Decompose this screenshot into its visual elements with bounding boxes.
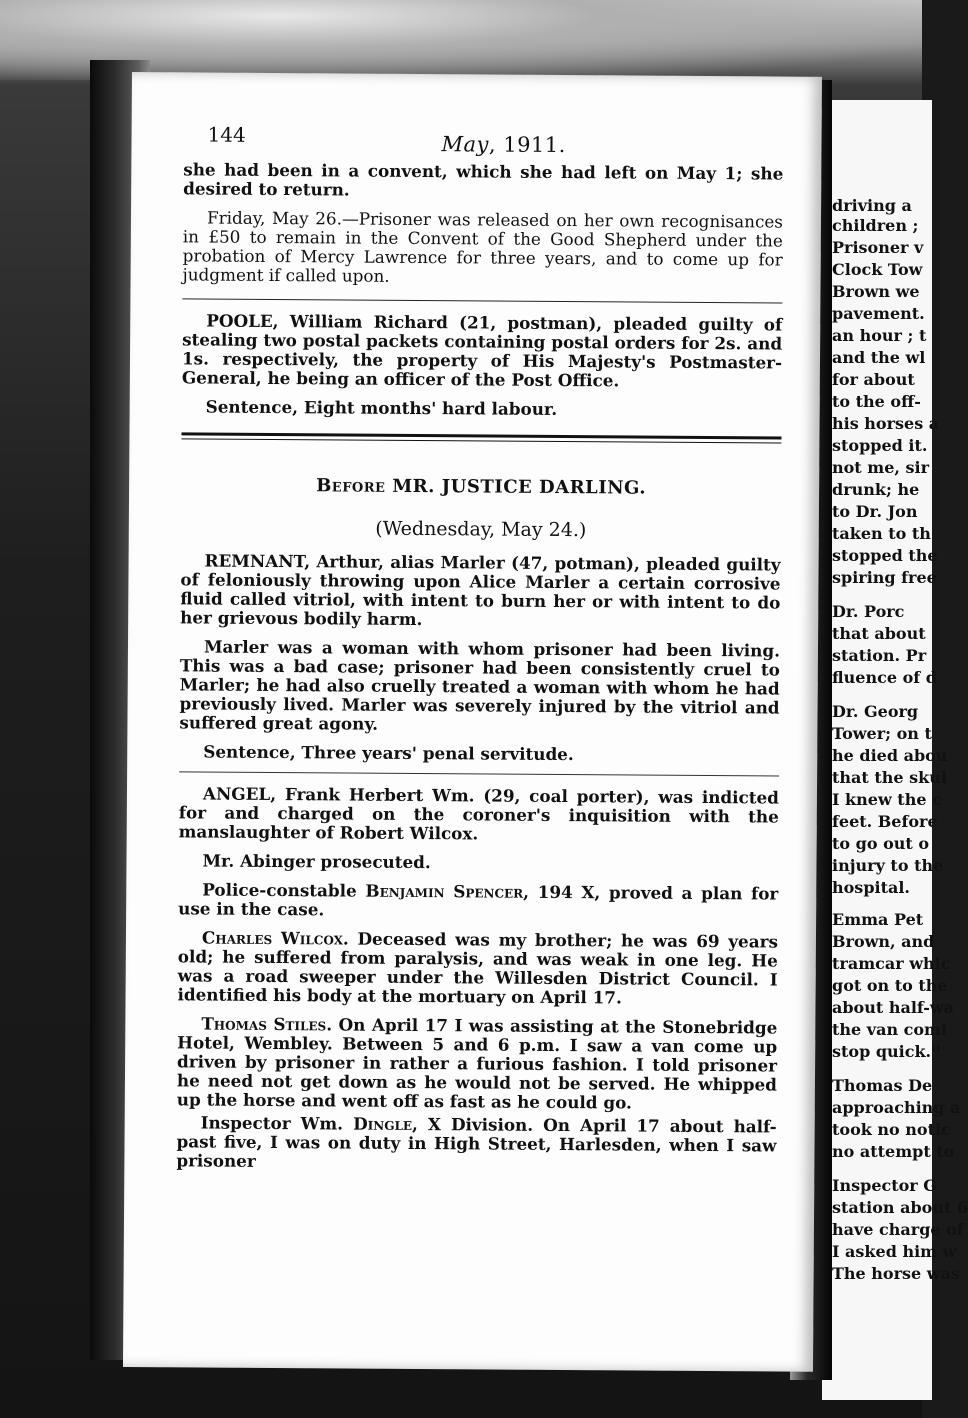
page-body [176, 160, 783, 1174]
heading-judge: MR. JUSTICE DARLING. [392, 475, 647, 499]
right-page-line: Tower; on t [832, 724, 932, 743]
page-number: 144 [207, 122, 246, 147]
double-rule [181, 432, 781, 443]
right-page-line: spiring free [832, 568, 937, 587]
right-page-line: Brown, and [832, 932, 935, 951]
right-page-line: and the wl [832, 348, 926, 367]
right-page-line: about half-wa [832, 998, 954, 1017]
right-page-line: drunk; he [832, 480, 920, 499]
right-page-line: Inspector G [832, 1176, 937, 1195]
right-page-line: Thomas De [832, 1076, 933, 1095]
paragraph-charles-wilcox: Charles Wilcox. Deceased was my brother; he was 69 years old; he suffered from paralysis, and was weak in one leg. He was a road sweeper under the Willesden District Council. I identified his body at the mortuary on April 17. [177, 927, 779, 1008]
right-page-line: pavement. [832, 304, 925, 323]
right-page-line: Emma Pet [832, 910, 924, 929]
paragraph-remnant-sentence: Sentence, Three years' penal servitude. [203, 741, 574, 765]
header-month: May [441, 132, 489, 157]
right-page-line: Clock Tow [832, 260, 923, 279]
paragraph-continuation: she had been in a convent, which she had left on May 1; she desired to return. [183, 159, 784, 200]
paragraph-thomas-stiles: Thomas Stiles. On April 17 I was assisting at the Stonebridge Hotel, Wembley. Between 5 and 6 p.m. I saw a van come up driven by prisoner in rather a furious fashion. I told prisoner he need not get down as he would not be served. He whipped up the horse and went off as fast as he could go. [176, 1013, 778, 1113]
right-page-line: The horse was [832, 1264, 960, 1283]
right-page-line: stopped the [832, 546, 938, 565]
right-page-line: Brown we [832, 282, 920, 301]
right-page-line: tramcar whic [832, 954, 951, 973]
right-page-line: his horses a [832, 414, 940, 433]
right-page-line: to the off- [832, 392, 921, 411]
section-rule-2 [179, 771, 779, 776]
page-144 [123, 72, 822, 1372]
paragraph-inspector-dingle: Inspector Wm. Dingle, X Division. On April 17 about half-past five, I was on duty in High Street, Harlesden, when I saw prisoner [176, 1112, 777, 1171]
paragraph-marler-details: Marler was a woman with whom prisoner had been living. This was a bad case; prisoner had been consistently cruel to Marler; he had also cruelly treated a woman with whom he had previously lived. Marler was severely injured by the vitriol and suffered great agony. [179, 636, 781, 734]
right-page-line: for about [832, 370, 915, 389]
right-page-line: station about 6 [832, 1198, 968, 1217]
right-page-line: got on to the [832, 976, 948, 995]
right-page-line: driving a [832, 196, 912, 215]
right-page-line: not me, sir [832, 458, 930, 477]
right-page-line: stop quick.'' [832, 1042, 941, 1061]
paragraph-remnant-case: REMNANT, Arthur, alias Marler (47, potman), pleaded guilty of feloniously throwing upon Alice Marler a certain corrosive fluid called vitriol, with intent to burn her or with intent to do her grievous bodily harm. [180, 550, 781, 630]
right-page-line: to go out o [832, 834, 929, 853]
right-page-line: Dr. Porc [832, 602, 905, 621]
right-page-line: no attempt to [832, 1142, 955, 1161]
paragraph-friday-release: Friday, May 26.—Prisoner was released on her own recognisances in £50 to remain in the Convent of the Good Shepherd under the probation of Mercy Lawrence for three years, and to come up for judgment if called upon. [182, 207, 784, 286]
right-page-line: that about [832, 624, 926, 643]
right-page-line: to Dr. Jon [832, 502, 918, 521]
witness-charles-wilcox: Charles Wilcox [201, 927, 344, 949]
right-page-line: an hour ; t [832, 326, 927, 345]
right-page-line: I knew the c [832, 790, 942, 809]
right-page-line: injury to the [832, 856, 944, 875]
section-rule [182, 298, 782, 303]
paragraph-prosecutor: Mr. Abinger prosecuted. [202, 850, 431, 873]
right-page-line: that the skul [832, 768, 947, 787]
right-page-line: hospital. [832, 878, 910, 897]
right-page-line: Dr. Georg [832, 702, 919, 721]
paragraph-angel-case: ANGEL, Frank Herbert Wm. (29, coal porter), was indicted for and charged on the coroner's inquisition with the manslaughter of Robert Wilcox. [178, 783, 780, 844]
right-page-line: he died abou [832, 746, 948, 765]
right-page-line: the van comi [832, 1020, 948, 1039]
right-page-line: approaching a [832, 1098, 961, 1117]
witness-spencer: Benjamin Spencer [365, 880, 524, 902]
right-page-line: I asked him w [832, 1242, 957, 1261]
right-page-line: took no notic [832, 1120, 951, 1139]
witness-thomas-stiles: Thomas Stiles [201, 1013, 327, 1035]
header-year: 1911. [503, 132, 566, 158]
witness-dingle: Dingle [353, 1113, 413, 1134]
running-header-date: May, 1911. [441, 132, 566, 158]
right-page-line: have charge of [832, 1220, 964, 1239]
right-page-line: Prisoner v [832, 238, 924, 257]
paragraph-poole-sentence: Sentence, Eight months' hard labour. [205, 396, 558, 419]
court-date: (Wednesday, May 24.) [375, 517, 587, 542]
right-page-line: feet. Before [832, 812, 938, 831]
right-page-line: taken to th [832, 524, 931, 543]
right-page-line: stopped it. [832, 436, 928, 455]
right-page-fragment [822, 100, 968, 1400]
paragraph-spencer: Police-constable Benjamin Spencer, 194 X, proved a plan for use in the case. [178, 879, 779, 920]
paragraph-poole-case: POOLE, William Richard (21, postman), pleaded guilty of stealing two postal packets containing postal orders for 2s. and 1s. respectively, the property of His Majesty's Postmaster-General, he being an officer of the Post Office. [181, 310, 783, 391]
right-page-line: fluence of d [832, 668, 937, 687]
right-page-line: children ; [832, 216, 919, 235]
court-heading [181, 475, 781, 498]
right-page-line: station. Pr [832, 646, 927, 665]
heading-before: Before [316, 475, 386, 497]
